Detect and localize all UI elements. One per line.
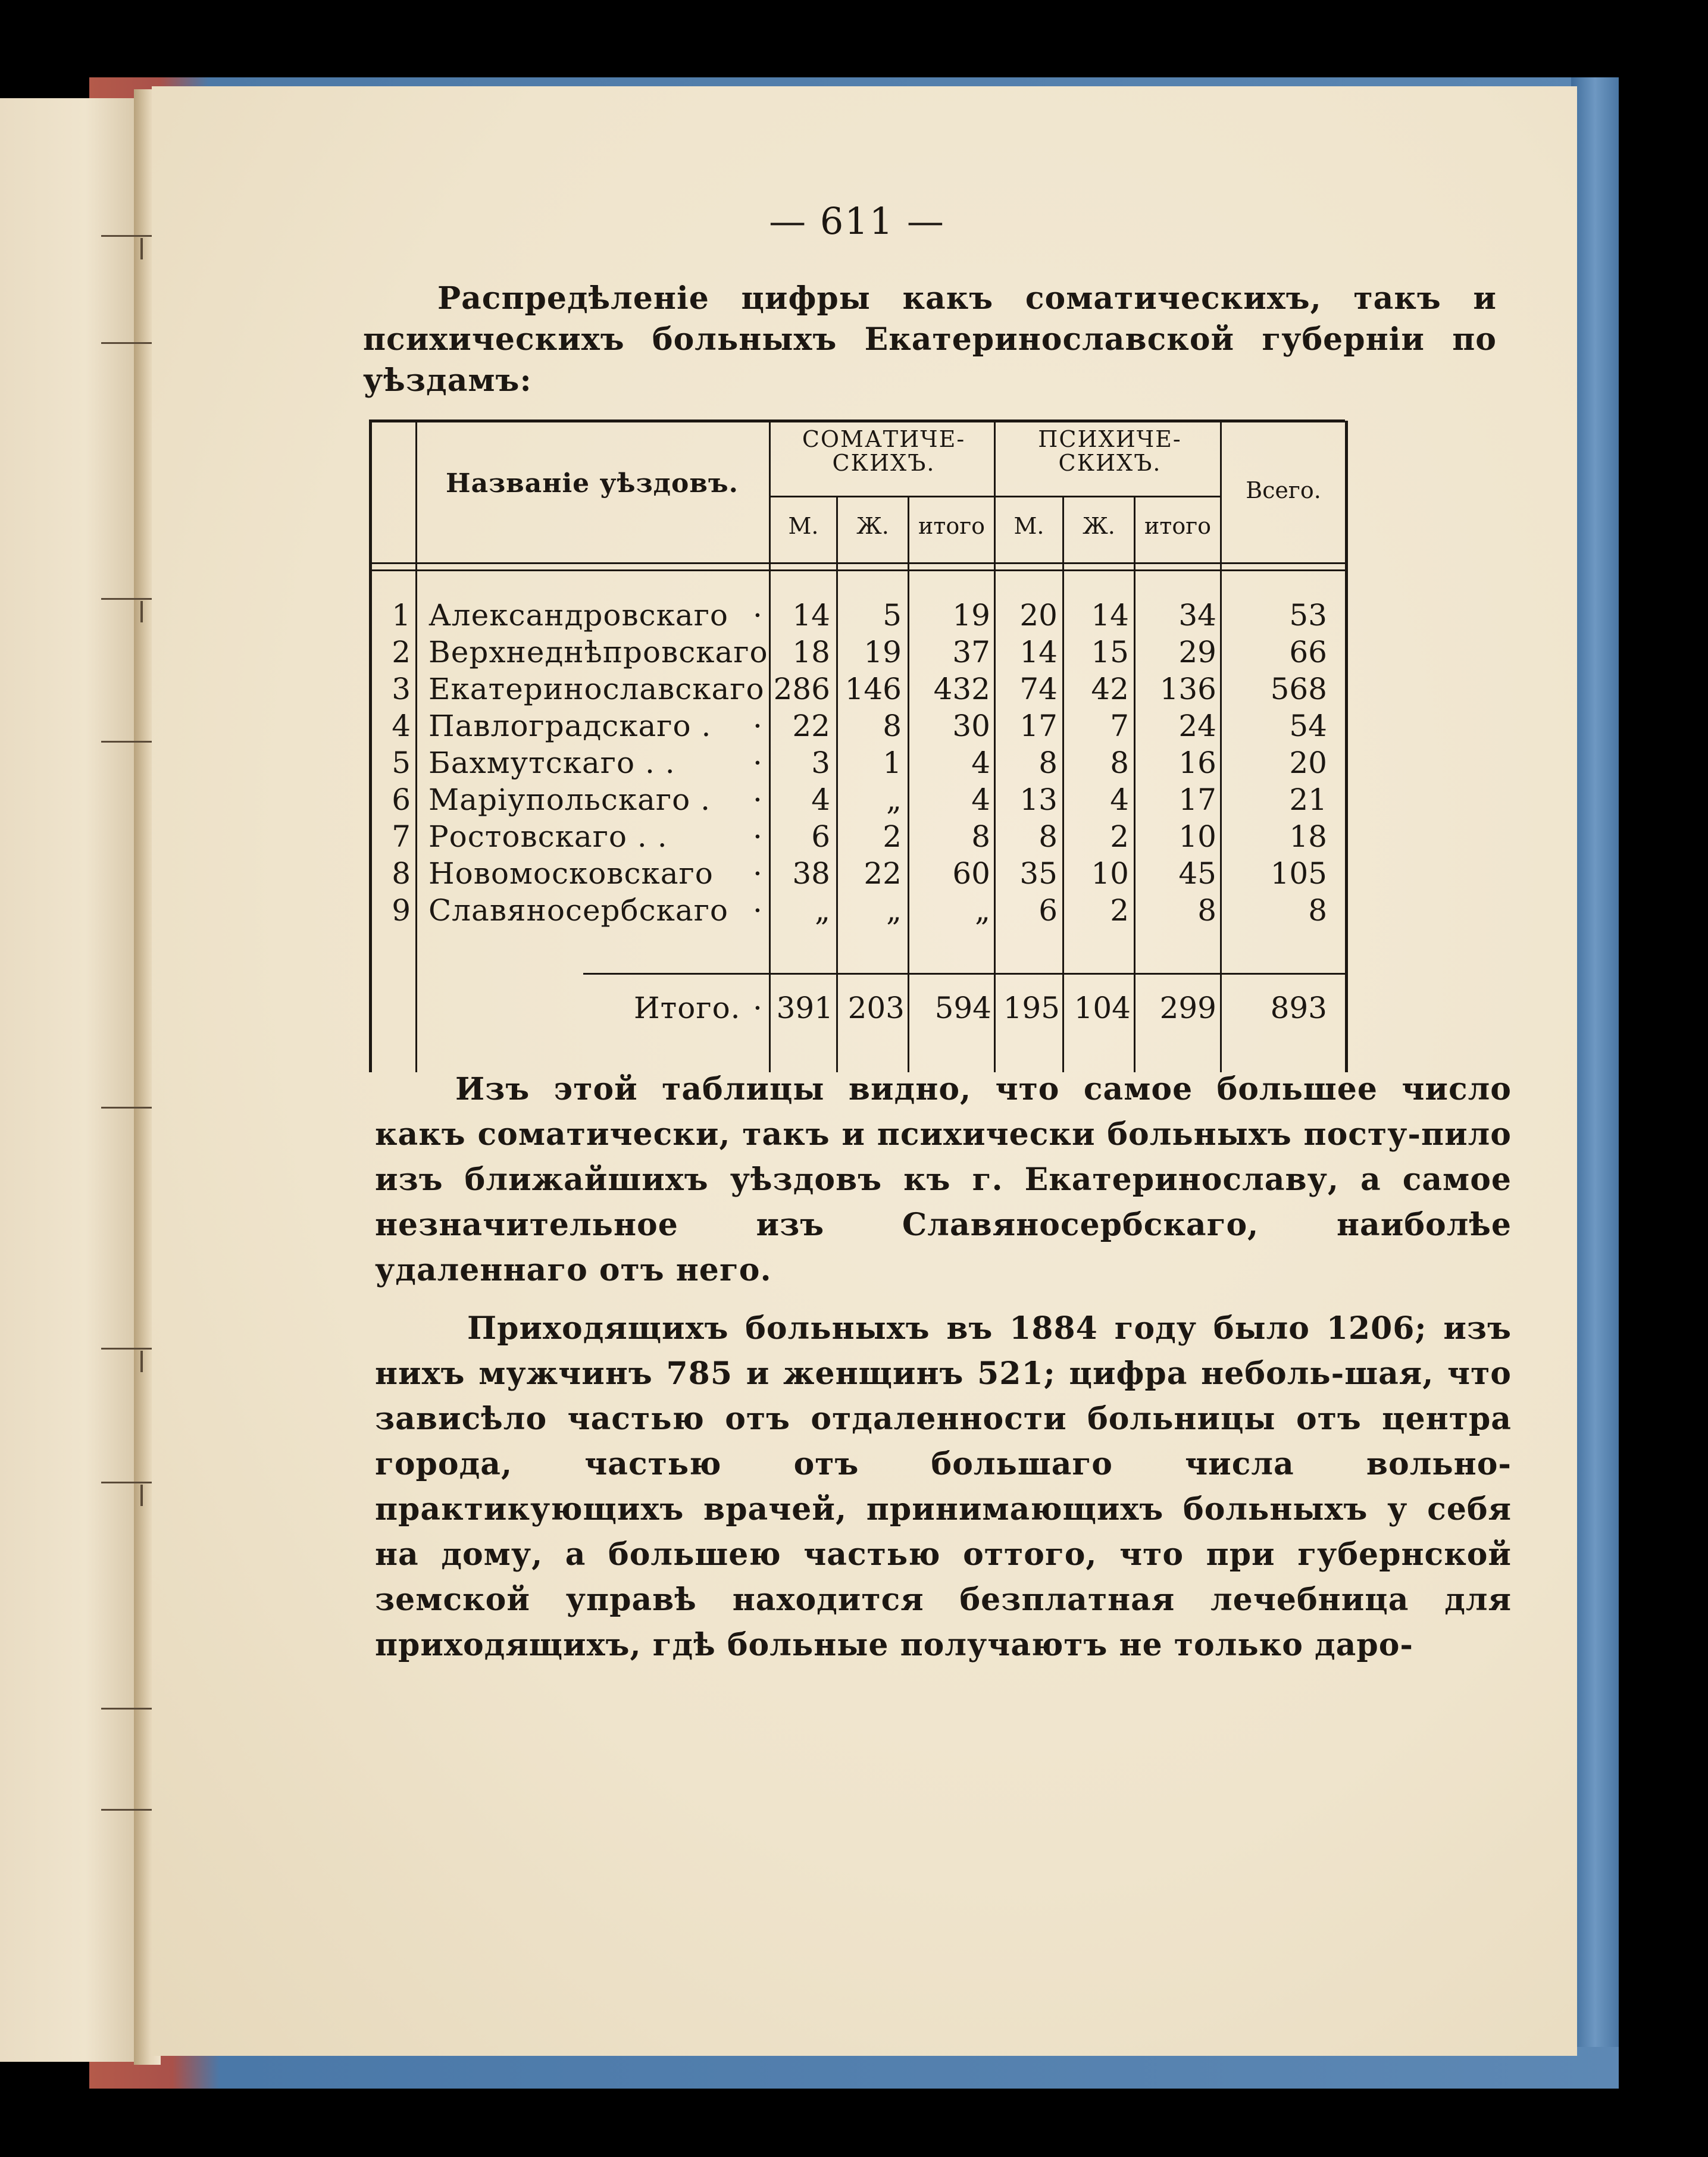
row-total: 53 xyxy=(1289,598,1327,633)
row-dots: · xyxy=(753,746,762,780)
table-intro: Распредѣленіе цифры какъ соматическихъ, такъ и психическихъ больныхъ Екатеринославской губерніи по уѣздамъ: xyxy=(363,280,1497,399)
psychic-subtotal: 10 xyxy=(1178,819,1216,854)
somatic-female: „ xyxy=(886,782,902,817)
book-page xyxy=(152,86,1577,2056)
header-somatic: СОМАТИЧЕ-СКИХЪ. xyxy=(802,426,966,476)
psychic-male: 35 xyxy=(1019,856,1058,891)
row-dots: · xyxy=(753,893,762,928)
somatic-subtotal: „ xyxy=(975,893,990,928)
district-name: Бахмутскаго . . xyxy=(428,746,675,780)
row-dots: · xyxy=(753,598,762,633)
psychic-subtotal: 136 xyxy=(1159,672,1216,706)
row-total: 20 xyxy=(1289,746,1327,780)
row-dots: · xyxy=(753,991,762,1025)
somatic-male: 4 xyxy=(811,782,830,817)
somatic-female: 1 xyxy=(883,746,902,780)
header-psychic-male: М. xyxy=(1013,513,1044,539)
header-psychic-subtotal: итого xyxy=(1144,513,1211,539)
binding-thread xyxy=(140,238,143,259)
somatic-female: 22 xyxy=(864,856,902,891)
row-dots: · xyxy=(753,819,762,854)
row-total: 8 xyxy=(1308,893,1327,928)
row-number: 9 xyxy=(392,893,411,928)
header-somatic-female: Ж. xyxy=(856,513,889,539)
somatic-subtotal: 4 xyxy=(971,782,990,817)
somatic-male: 286 xyxy=(773,672,830,706)
binding-thread xyxy=(140,601,143,622)
row-total: 568 xyxy=(1270,672,1327,706)
row-number: 7 xyxy=(392,819,411,854)
somatic-male: 6 xyxy=(811,819,830,854)
somatic-male: 14 xyxy=(792,598,830,633)
district-name: Ростовскаго . . xyxy=(428,819,668,854)
psychic-female: 2 xyxy=(1110,819,1129,854)
somatic-female: 203 xyxy=(847,991,905,1025)
header-total: Всего. xyxy=(1246,477,1321,503)
somatic-male: 391 xyxy=(776,991,833,1025)
psychic-female: 14 xyxy=(1091,598,1129,633)
somatic-male: 22 xyxy=(792,709,830,743)
row-total: 18 xyxy=(1289,819,1327,854)
paragraph: Изъ этой таблицы видно, что самое большее число какъ соматически, такъ и психически больныхъ посту-пило изъ ближайшихъ уѣздовъ къ г. Екатеринославу, а самое незначительное изъ Славяносербскаго, наиболѣе удаленнаго отъ него. xyxy=(375,1071,1512,1288)
psychic-female: 7 xyxy=(1110,709,1129,743)
row-total: 105 xyxy=(1270,856,1327,891)
row-total: 21 xyxy=(1289,782,1327,817)
psychic-subtotal: 8 xyxy=(1197,893,1216,928)
paragraph: Приходящихъ больныхъ въ 1884 году было 1206; изъ нихъ мужчинъ 785 и женщинъ 521; цифра неболь-шая, что зависѣло частью отъ отдаленности больницы отъ центра города, частью отъ большаго числа вольно-практикующихъ врачей, принимающихъ больныхъ у себя на дому, а большею частью оттого, что при губернской земской управѣ находится безплатная лечебница для приходящихъ, гдѣ больные получаютъ не только даро- xyxy=(375,1310,1512,1663)
somatic-male: „ xyxy=(815,893,830,928)
header-psychic-female: Ж. xyxy=(1083,513,1115,539)
district-name: Маріупольскаго . xyxy=(428,782,711,817)
psychic-subtotal: 34 xyxy=(1178,598,1216,633)
somatic-female: 5 xyxy=(883,598,902,633)
psychic-subtotal: 24 xyxy=(1178,709,1216,743)
row-number: 8 xyxy=(392,856,411,891)
psychic-female: 2 xyxy=(1110,893,1129,928)
psychic-female: 4 xyxy=(1110,782,1129,817)
row-number: 6 xyxy=(392,782,411,817)
psychic-female: 104 xyxy=(1074,991,1131,1025)
somatic-subtotal: 37 xyxy=(952,635,990,669)
somatic-subtotal: 8 xyxy=(971,819,990,854)
row-dots: · xyxy=(753,782,762,817)
header-somatic-subtotal: итого xyxy=(918,513,985,539)
row-number: 3 xyxy=(392,672,411,706)
psychic-male: 74 xyxy=(1019,672,1058,706)
somatic-female: 146 xyxy=(844,672,902,706)
psychic-subtotal: 16 xyxy=(1178,746,1216,780)
psychic-male: 20 xyxy=(1019,598,1058,633)
row-dots: · xyxy=(753,856,762,891)
facing-page-edge xyxy=(0,98,143,2062)
header-district-name: Названіе уѣздовъ. xyxy=(446,468,739,499)
header-psychic: ПСИХИЧЕ-СКИХЪ. xyxy=(1038,426,1182,476)
book-cover-right-edge xyxy=(1571,77,1619,2089)
district-table xyxy=(369,419,1500,1151)
row-number: 5 xyxy=(392,746,411,780)
somatic-subtotal: 30 xyxy=(952,709,990,743)
row-number: 1 xyxy=(392,598,411,633)
somatic-male: 38 xyxy=(792,856,830,891)
row-total: 66 xyxy=(1289,635,1327,669)
psychic-male: 17 xyxy=(1019,709,1058,743)
somatic-female: 8 xyxy=(883,709,902,743)
somatic-subtotal: 60 xyxy=(952,856,990,891)
district-name: Новомосковскаго xyxy=(428,856,714,891)
somatic-female: 19 xyxy=(864,635,902,669)
psychic-subtotal: 29 xyxy=(1178,635,1216,669)
row-total: 54 xyxy=(1289,709,1327,743)
psychic-male: 13 xyxy=(1019,782,1058,817)
district-name: Верхнеднѣпровскаго xyxy=(428,635,768,669)
total-label: Итого. xyxy=(634,991,741,1025)
psychic-female: 8 xyxy=(1110,746,1129,780)
somatic-male: 3 xyxy=(811,746,830,780)
psychic-male: 6 xyxy=(1038,893,1058,928)
page-number: — 611 — xyxy=(769,199,945,243)
psychic-subtotal: 45 xyxy=(1178,856,1216,891)
row-number: 4 xyxy=(392,709,411,743)
row-total: 893 xyxy=(1270,991,1327,1025)
psychic-subtotal: 299 xyxy=(1159,991,1216,1025)
somatic-subtotal: 4 xyxy=(971,746,990,780)
somatic-female: 2 xyxy=(883,819,902,854)
psychic-female: 10 xyxy=(1091,856,1129,891)
binding-thread xyxy=(140,1485,143,1506)
row-dots: · xyxy=(753,709,762,743)
binding-thread xyxy=(140,1351,143,1372)
psychic-subtotal: 17 xyxy=(1178,782,1216,817)
psychic-female: 15 xyxy=(1091,635,1129,669)
psychic-male: 8 xyxy=(1038,819,1058,854)
psychic-female: 42 xyxy=(1091,672,1129,706)
district-name: Екатеринославскаго xyxy=(428,672,765,706)
somatic-subtotal: 19 xyxy=(952,598,990,633)
district-name: Славяносербскаго xyxy=(428,893,729,928)
row-number: 2 xyxy=(392,635,411,669)
somatic-female: „ xyxy=(886,893,902,928)
somatic-male: 18 xyxy=(792,635,830,669)
psychic-male: 14 xyxy=(1019,635,1058,669)
district-name: Павлоградскаго . xyxy=(428,709,712,743)
somatic-subtotal: 594 xyxy=(934,991,991,1025)
somatic-subtotal: 432 xyxy=(933,672,990,706)
district-name: Александровскаго xyxy=(428,598,729,633)
header-somatic-male: М. xyxy=(788,513,819,539)
psychic-male: 195 xyxy=(1003,991,1060,1025)
psychic-male: 8 xyxy=(1038,746,1058,780)
